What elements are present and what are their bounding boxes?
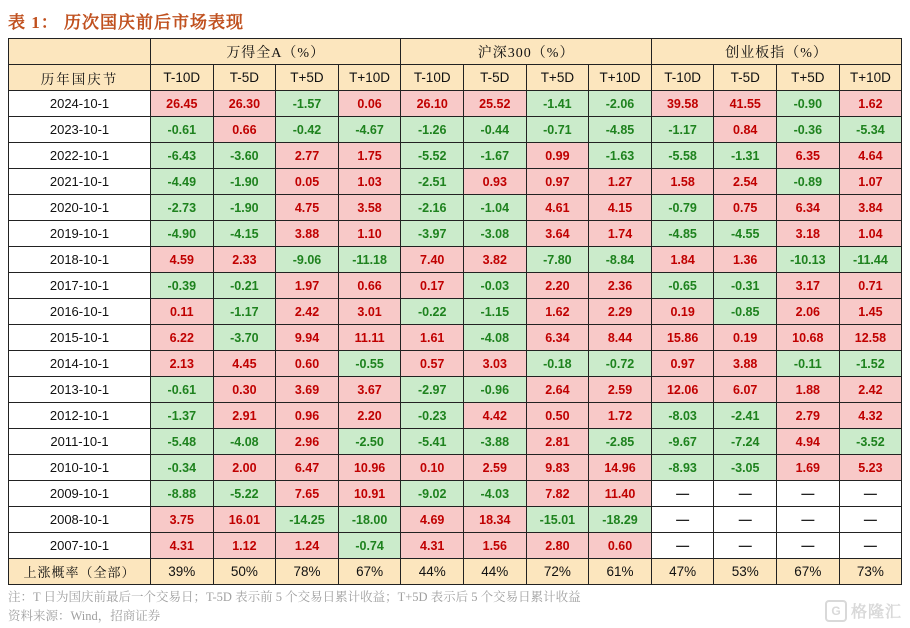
value-cell: 0.30 xyxy=(213,377,276,403)
probability-cell: 73% xyxy=(839,559,902,585)
value-cell: 4.32 xyxy=(839,403,902,429)
value-cell: 26.10 xyxy=(401,91,464,117)
date-cell: 2022-10-1 xyxy=(9,143,151,169)
value-cell: 1.24 xyxy=(276,533,339,559)
value-cell: 0.66 xyxy=(338,273,401,299)
value-cell: -0.23 xyxy=(401,403,464,429)
footnote-source: 资料来源：Wind，招商证券 xyxy=(8,609,161,623)
value-cell: 2.59 xyxy=(464,455,527,481)
value-cell: 4.42 xyxy=(464,403,527,429)
value-cell: -7.80 xyxy=(526,247,589,273)
value-cell: 0.57 xyxy=(401,351,464,377)
value-cell: -1.41 xyxy=(526,91,589,117)
value-cell: 0.05 xyxy=(276,169,339,195)
footnote-definition: 注：T 日为国庆前最后一个交易日；T-5D 表示前 5 个交易日累计收益；T+5D 表示后 5 个交易日累计收益 xyxy=(8,590,581,604)
value-cell: -18.00 xyxy=(338,507,401,533)
group-header: 创业板指（%） xyxy=(651,39,901,65)
value-cell: -9.67 xyxy=(651,429,714,455)
value-cell: 1.58 xyxy=(651,169,714,195)
value-cell: -10.13 xyxy=(777,247,840,273)
value-cell: 2.13 xyxy=(151,351,214,377)
value-cell: 1.03 xyxy=(338,169,401,195)
value-cell: 6.34 xyxy=(777,195,840,221)
value-cell: 6.22 xyxy=(151,325,214,351)
date-cell: 2009-10-1 xyxy=(9,481,151,507)
value-cell: -14.25 xyxy=(276,507,339,533)
table-row xyxy=(9,143,902,169)
value-cell: 0.84 xyxy=(714,117,777,143)
value-cell: — xyxy=(651,507,714,533)
gelonghui-logo-icon: G xyxy=(825,600,847,622)
gelonghui-watermark xyxy=(825,599,902,622)
date-cell: 2014-10-1 xyxy=(9,351,151,377)
value-cell: 2.81 xyxy=(526,429,589,455)
value-cell: 3.58 xyxy=(338,195,401,221)
value-cell: -1.17 xyxy=(651,117,714,143)
value-cell: -0.42 xyxy=(276,117,339,143)
probability-label: 上涨概率（全部） xyxy=(9,559,151,585)
value-cell: -8.84 xyxy=(589,247,652,273)
date-cell: 2016-10-1 xyxy=(9,299,151,325)
sub-header: T+5D xyxy=(276,65,339,91)
header-group-row xyxy=(9,39,902,65)
value-cell: -0.03 xyxy=(464,273,527,299)
value-cell: -2.06 xyxy=(589,91,652,117)
value-cell: 3.82 xyxy=(464,247,527,273)
date-cell: 2018-10-1 xyxy=(9,247,151,273)
value-cell: 0.96 xyxy=(276,403,339,429)
value-cell: 1.72 xyxy=(589,403,652,429)
value-cell: 3.64 xyxy=(526,221,589,247)
value-cell: 3.67 xyxy=(338,377,401,403)
value-cell: 26.45 xyxy=(151,91,214,117)
value-cell: -1.17 xyxy=(213,299,276,325)
value-cell: -1.90 xyxy=(213,169,276,195)
probability-cell: 67% xyxy=(338,559,401,585)
table-row xyxy=(9,91,902,117)
table-row xyxy=(9,273,902,299)
value-cell: 1.10 xyxy=(338,221,401,247)
value-cell: -8.03 xyxy=(651,403,714,429)
value-cell: 3.84 xyxy=(839,195,902,221)
value-cell: 0.19 xyxy=(714,325,777,351)
sub-header: T+10D xyxy=(589,65,652,91)
value-cell: -1.67 xyxy=(464,143,527,169)
value-cell: 0.10 xyxy=(401,455,464,481)
value-cell: -3.88 xyxy=(464,429,527,455)
value-cell: -1.52 xyxy=(839,351,902,377)
table-row xyxy=(9,377,902,403)
value-cell: 11.40 xyxy=(589,481,652,507)
date-cell: 2011-10-1 xyxy=(9,429,151,455)
value-cell: 1.04 xyxy=(839,221,902,247)
value-cell: -4.85 xyxy=(589,117,652,143)
value-cell: 6.07 xyxy=(714,377,777,403)
value-cell: -3.52 xyxy=(839,429,902,455)
sub-header: T+10D xyxy=(839,65,902,91)
table-row xyxy=(9,221,902,247)
table-row xyxy=(9,507,902,533)
value-cell: -2.73 xyxy=(151,195,214,221)
value-cell: 1.27 xyxy=(589,169,652,195)
value-cell: — xyxy=(777,533,840,559)
value-cell: 3.17 xyxy=(777,273,840,299)
value-cell: -9.02 xyxy=(401,481,464,507)
value-cell: -6.43 xyxy=(151,143,214,169)
date-cell: 2019-10-1 xyxy=(9,221,151,247)
table-header xyxy=(9,39,902,91)
date-cell: 2010-10-1 xyxy=(9,455,151,481)
value-cell: 8.44 xyxy=(589,325,652,351)
value-cell: 9.83 xyxy=(526,455,589,481)
value-cell: 1.74 xyxy=(589,221,652,247)
value-cell: -4.03 xyxy=(464,481,527,507)
value-cell: 4.59 xyxy=(151,247,214,273)
value-cell: -1.37 xyxy=(151,403,214,429)
value-cell: 4.31 xyxy=(401,533,464,559)
value-cell: 0.71 xyxy=(839,273,902,299)
date-cell: 2024-10-1 xyxy=(9,91,151,117)
value-cell: 5.23 xyxy=(839,455,902,481)
value-cell: 2.59 xyxy=(589,377,652,403)
probability-cell: 50% xyxy=(213,559,276,585)
value-cell: 0.93 xyxy=(464,169,527,195)
value-cell: 15.86 xyxy=(651,325,714,351)
corner-cell xyxy=(9,39,151,65)
value-cell: 11.11 xyxy=(338,325,401,351)
date-cell: 2012-10-1 xyxy=(9,403,151,429)
value-cell: 1.69 xyxy=(777,455,840,481)
value-cell: 1.88 xyxy=(777,377,840,403)
value-cell: 4.31 xyxy=(151,533,214,559)
value-cell: 10.91 xyxy=(338,481,401,507)
value-cell: -0.36 xyxy=(777,117,840,143)
value-cell: 0.66 xyxy=(213,117,276,143)
value-cell: 2.06 xyxy=(777,299,840,325)
value-cell: -0.44 xyxy=(464,117,527,143)
value-cell: 0.50 xyxy=(526,403,589,429)
value-cell: 0.11 xyxy=(151,299,214,325)
value-cell: -1.04 xyxy=(464,195,527,221)
date-cell: 2021-10-1 xyxy=(9,169,151,195)
value-cell: 1.97 xyxy=(276,273,339,299)
value-cell: -2.97 xyxy=(401,377,464,403)
value-cell: — xyxy=(777,481,840,507)
value-cell: 3.69 xyxy=(276,377,339,403)
date-cell: 2017-10-1 xyxy=(9,273,151,299)
value-cell: 25.52 xyxy=(464,91,527,117)
value-cell: 1.62 xyxy=(526,299,589,325)
value-cell: -11.18 xyxy=(338,247,401,273)
value-cell: -0.34 xyxy=(151,455,214,481)
table-row xyxy=(9,533,902,559)
value-cell: -4.90 xyxy=(151,221,214,247)
value-cell: -2.16 xyxy=(401,195,464,221)
value-cell: 14.96 xyxy=(589,455,652,481)
date-cell: 2008-10-1 xyxy=(9,507,151,533)
value-cell: 2.79 xyxy=(777,403,840,429)
date-cell: 2015-10-1 xyxy=(9,325,151,351)
value-cell: 1.36 xyxy=(714,247,777,273)
value-cell: -0.21 xyxy=(213,273,276,299)
date-cell: 2020-10-1 xyxy=(9,195,151,221)
value-cell: 26.30 xyxy=(213,91,276,117)
value-cell: — xyxy=(839,507,902,533)
value-cell: 1.12 xyxy=(213,533,276,559)
value-cell: -0.55 xyxy=(338,351,401,377)
value-cell: — xyxy=(651,481,714,507)
value-cell: -0.31 xyxy=(714,273,777,299)
value-cell: -2.41 xyxy=(714,403,777,429)
value-cell: 0.99 xyxy=(526,143,589,169)
value-cell: 6.35 xyxy=(777,143,840,169)
value-cell: 3.75 xyxy=(151,507,214,533)
value-cell: 2.29 xyxy=(589,299,652,325)
value-cell: 2.64 xyxy=(526,377,589,403)
value-cell: 2.42 xyxy=(276,299,339,325)
table-row xyxy=(9,429,902,455)
value-cell: 1.62 xyxy=(839,91,902,117)
table-body xyxy=(9,91,902,585)
value-cell: -8.88 xyxy=(151,481,214,507)
value-cell: 6.34 xyxy=(526,325,589,351)
probability-cell: 67% xyxy=(777,559,840,585)
value-cell: — xyxy=(714,507,777,533)
value-cell: -11.44 xyxy=(839,247,902,273)
value-cell: -3.08 xyxy=(464,221,527,247)
value-cell: 4.64 xyxy=(839,143,902,169)
group-header: 沪深300（%） xyxy=(401,39,651,65)
sub-header: T-10D xyxy=(651,65,714,91)
value-cell: -0.61 xyxy=(151,117,214,143)
value-cell: 2.96 xyxy=(276,429,339,455)
value-cell: -0.90 xyxy=(777,91,840,117)
value-cell: -1.26 xyxy=(401,117,464,143)
value-cell: 2.91 xyxy=(213,403,276,429)
value-cell: 2.20 xyxy=(338,403,401,429)
value-cell: -1.57 xyxy=(276,91,339,117)
value-cell: 2.54 xyxy=(714,169,777,195)
table-row xyxy=(9,455,902,481)
value-cell: 0.06 xyxy=(338,91,401,117)
value-cell: -0.71 xyxy=(526,117,589,143)
value-cell: — xyxy=(714,533,777,559)
value-cell: — xyxy=(839,481,902,507)
sub-header: T-10D xyxy=(151,65,214,91)
market-performance-table xyxy=(8,38,902,585)
value-cell: -5.52 xyxy=(401,143,464,169)
value-cell: -4.08 xyxy=(464,325,527,351)
value-cell: -3.60 xyxy=(213,143,276,169)
value-cell: 2.33 xyxy=(213,247,276,273)
value-cell: -0.18 xyxy=(526,351,589,377)
probability-cell: 78% xyxy=(276,559,339,585)
value-cell: -4.49 xyxy=(151,169,214,195)
value-cell: -4.67 xyxy=(338,117,401,143)
value-cell: -0.85 xyxy=(714,299,777,325)
value-cell: 3.01 xyxy=(338,299,401,325)
value-cell: 4.61 xyxy=(526,195,589,221)
value-cell: -5.58 xyxy=(651,143,714,169)
value-cell: -9.06 xyxy=(276,247,339,273)
value-cell: 4.75 xyxy=(276,195,339,221)
value-cell: 41.55 xyxy=(714,91,777,117)
value-cell: 10.96 xyxy=(338,455,401,481)
value-cell: 12.06 xyxy=(651,377,714,403)
value-cell: 4.15 xyxy=(589,195,652,221)
sub-header: T+5D xyxy=(777,65,840,91)
value-cell: -8.93 xyxy=(651,455,714,481)
sub-header: T-5D xyxy=(464,65,527,91)
value-cell: 0.60 xyxy=(589,533,652,559)
watermark-text: 格隆汇 xyxy=(850,604,902,621)
value-cell: -3.05 xyxy=(714,455,777,481)
sub-header: T-10D xyxy=(401,65,464,91)
value-cell: -4.08 xyxy=(213,429,276,455)
value-cell: 2.20 xyxy=(526,273,589,299)
value-cell: — xyxy=(714,481,777,507)
value-cell: -2.50 xyxy=(338,429,401,455)
probability-row xyxy=(9,559,902,585)
value-cell: -5.41 xyxy=(401,429,464,455)
value-cell: -0.96 xyxy=(464,377,527,403)
value-cell: — xyxy=(839,533,902,559)
table-row xyxy=(9,299,902,325)
date-cell: 2013-10-1 xyxy=(9,377,151,403)
value-cell: -2.51 xyxy=(401,169,464,195)
value-cell: 7.65 xyxy=(276,481,339,507)
value-cell: -5.48 xyxy=(151,429,214,455)
value-cell: -0.72 xyxy=(589,351,652,377)
probability-cell: 44% xyxy=(464,559,527,585)
group-header: 万得全A（%） xyxy=(151,39,401,65)
value-cell: -15.01 xyxy=(526,507,589,533)
table-row xyxy=(9,247,902,273)
sub-header: T+10D xyxy=(338,65,401,91)
value-cell: -4.55 xyxy=(714,221,777,247)
value-cell: -0.11 xyxy=(777,351,840,377)
row-header-label: 历年国庆节 xyxy=(9,65,151,91)
value-cell: -0.61 xyxy=(151,377,214,403)
value-cell: 0.97 xyxy=(651,351,714,377)
table-row xyxy=(9,117,902,143)
value-cell: 4.69 xyxy=(401,507,464,533)
table-row xyxy=(9,351,902,377)
value-cell: -1.63 xyxy=(589,143,652,169)
value-cell: 16.01 xyxy=(213,507,276,533)
value-cell: -0.89 xyxy=(777,169,840,195)
value-cell: 18.34 xyxy=(464,507,527,533)
value-cell: -0.74 xyxy=(338,533,401,559)
probability-cell: 39% xyxy=(151,559,214,585)
value-cell: -1.31 xyxy=(714,143,777,169)
value-cell: 1.07 xyxy=(839,169,902,195)
table-row xyxy=(9,169,902,195)
table-row xyxy=(9,481,902,507)
value-cell: 1.84 xyxy=(651,247,714,273)
value-cell: 1.61 xyxy=(401,325,464,351)
sub-header: T-5D xyxy=(714,65,777,91)
value-cell: 2.80 xyxy=(526,533,589,559)
value-cell: 7.40 xyxy=(401,247,464,273)
value-cell: 4.45 xyxy=(213,351,276,377)
value-cell: 3.88 xyxy=(714,351,777,377)
page-title: 表 1： 历次国庆前后市场表现 xyxy=(8,13,244,32)
probability-cell: 47% xyxy=(651,559,714,585)
table-footnotes xyxy=(8,588,778,626)
value-cell: 1.56 xyxy=(464,533,527,559)
value-cell: -0.65 xyxy=(651,273,714,299)
probability-cell: 44% xyxy=(401,559,464,585)
value-cell: 3.03 xyxy=(464,351,527,377)
value-cell: 7.82 xyxy=(526,481,589,507)
probability-cell: 72% xyxy=(526,559,589,585)
value-cell: 12.58 xyxy=(839,325,902,351)
value-cell: 3.18 xyxy=(777,221,840,247)
value-cell: -0.39 xyxy=(151,273,214,299)
value-cell: -18.29 xyxy=(589,507,652,533)
value-cell: -4.15 xyxy=(213,221,276,247)
value-cell: 1.75 xyxy=(338,143,401,169)
probability-cell: 53% xyxy=(714,559,777,585)
value-cell: -2.85 xyxy=(589,429,652,455)
value-cell: — xyxy=(777,507,840,533)
value-cell: 0.19 xyxy=(651,299,714,325)
table-row xyxy=(9,403,902,429)
value-cell: 2.42 xyxy=(839,377,902,403)
value-cell: 0.60 xyxy=(276,351,339,377)
value-cell: 3.88 xyxy=(276,221,339,247)
value-cell: 0.75 xyxy=(714,195,777,221)
probability-cell: 61% xyxy=(589,559,652,585)
value-cell: -0.79 xyxy=(651,195,714,221)
value-cell: 39.58 xyxy=(651,91,714,117)
header-sub-row xyxy=(9,65,902,91)
date-cell: 2023-10-1 xyxy=(9,117,151,143)
value-cell: -5.22 xyxy=(213,481,276,507)
value-cell: 10.68 xyxy=(777,325,840,351)
table-row xyxy=(9,195,902,221)
value-cell: 6.47 xyxy=(276,455,339,481)
value-cell: 2.77 xyxy=(276,143,339,169)
value-cell: -1.90 xyxy=(213,195,276,221)
sub-header: T-5D xyxy=(213,65,276,91)
value-cell: -3.70 xyxy=(213,325,276,351)
value-cell: -3.97 xyxy=(401,221,464,247)
value-cell: -7.24 xyxy=(714,429,777,455)
value-cell: 0.97 xyxy=(526,169,589,195)
value-cell: 1.45 xyxy=(839,299,902,325)
value-cell: -4.85 xyxy=(651,221,714,247)
value-cell: -5.34 xyxy=(839,117,902,143)
table-row xyxy=(9,325,902,351)
value-cell: 2.36 xyxy=(589,273,652,299)
date-cell: 2007-10-1 xyxy=(9,533,151,559)
sub-header: T+5D xyxy=(526,65,589,91)
value-cell: -0.22 xyxy=(401,299,464,325)
value-cell: 2.00 xyxy=(213,455,276,481)
value-cell: -1.15 xyxy=(464,299,527,325)
value-cell: 4.94 xyxy=(777,429,840,455)
value-cell: 0.17 xyxy=(401,273,464,299)
value-cell: 9.94 xyxy=(276,325,339,351)
value-cell: — xyxy=(651,533,714,559)
